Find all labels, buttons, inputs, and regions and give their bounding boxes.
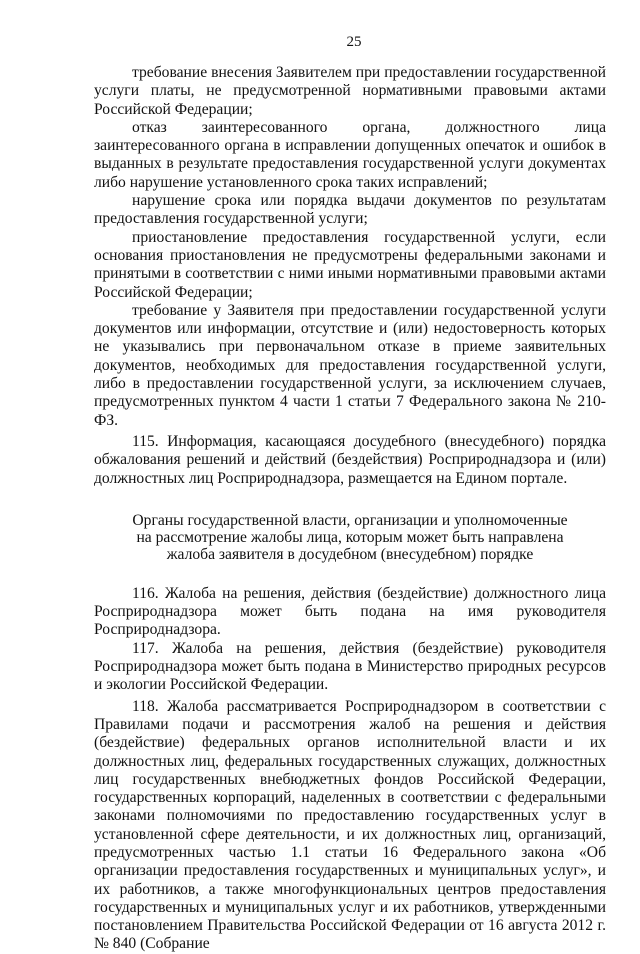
paragraph-118: 118. Жалоба рассматривается Росприроднадзором в соответствии с Правилами подачи и рассмотрения жалоб на решения и действия (бездействие) федеральных органов исполнительной власти и их должностных лиц, федеральных государственных служащих, должностных лиц государственных внебюджетных фондов Российской Федерации, государственных корпораций, наделенных в соответствии с федеральными законами полномочиями по предоставлению государственных услуг в установленной сфере деятельности, и их должностных лиц, организаций, предусмотренных частью 1.1 статьи 16 Федерального закона «Об организации предоставления государственных и муниципальных услуг», и их работников, а также многофункциональных центров предоставления государственных и муниципальных услуг и их работников, утвержденными постановлением Правительства Российской Федерации от 16 августа 2012 г. № 840 (Собрание <box>94 697 606 953</box>
document-body <box>94 64 606 954</box>
paragraph-115: 115. Информация, касающаяся досудебного (внесудебного) порядка обжалования решений и действий (бездействия) Росприроднадзора и (или) должностных лиц Росприроднадзора, размещается на Едином портале. <box>94 432 606 487</box>
paragraph-extra-documents: требование у Заявителя при предоставлении государственной услуги документов или информации, отсутствие и (или) недостоверность которых не указывались при первоначальном отказе в приеме заявительных документов, необходимых для предоставления государственной услуги, либо в предоставлении государственной услуги, за исключением случаев, предусмотренных пунктом 4 части 1 статьи 7 Федерального закона № 210-ФЗ. <box>94 301 606 429</box>
paragraph-116: 116. Жалоба на решения, действия (бездействие) должностного лица Росприроднадзора может быть подана на имя руководителя Росприроднадзора. <box>94 584 606 639</box>
section-heading-line: жалоба заявителя в досудебном (внесудебном) порядке <box>166 545 534 563</box>
paragraph-delivery-deadline: нарушение срока или порядка выдачи документов по результатам предоставления государственной услуги; <box>94 192 606 228</box>
section-heading-line: на рассмотрение жалобы лица, которым может быть направлена <box>136 528 564 546</box>
paragraph-refusal-corrections: отказ заинтересованного органа, должностного лица заинтересованного органа в исправлении допущенных опечаток и ошибок в выданных в результате предоставления государственной услуги документах либо нарушение установленного срока таких исправлений; <box>94 118 606 191</box>
paragraph-117: 117. Жалоба на решения, действия (бездействие) руководителя Росприроднадзора может быть подана в Министерство природных ресурсов и экологии Российской Федерации. <box>94 639 606 694</box>
page-number: 25 <box>346 34 362 50</box>
section-heading <box>94 512 606 563</box>
paragraph-suspension: приостановление предоставления государственной услуги, если основания приостановления не предусмотрены федеральными законами и принятыми в соответствии с ними иными нормативными правовыми актами Российской Федерации; <box>94 228 606 301</box>
paragraph-unlawful-fee: требование внесения Заявителем при предоставлении государственной услуги платы, не предусмотренной нормативными правовыми актами Российской Федерации; <box>94 64 606 118</box>
section-heading-line: Органы государственной власти, организации и уполномоченные <box>132 511 568 529</box>
